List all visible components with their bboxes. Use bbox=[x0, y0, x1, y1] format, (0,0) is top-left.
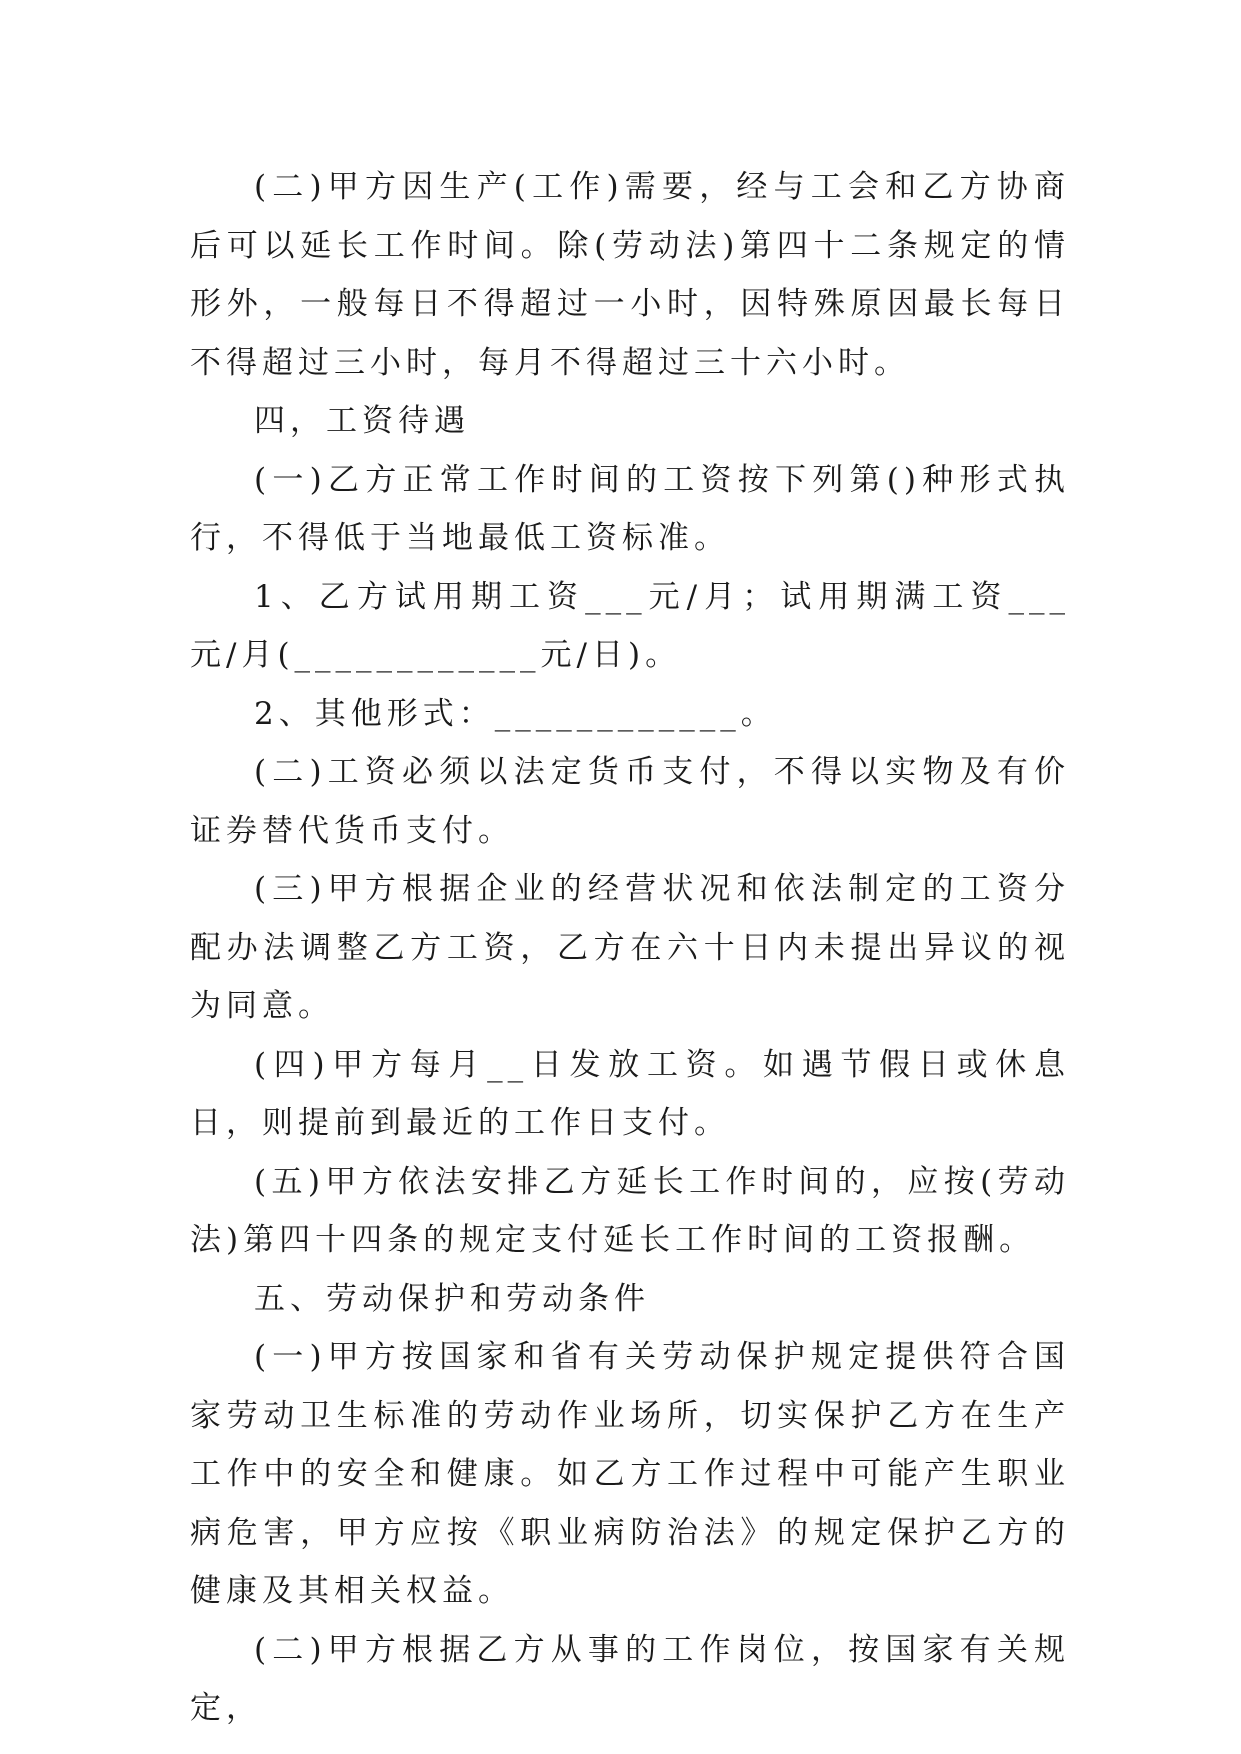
paragraph-job-position: (二)甲方根据乙方从事的工作岗位，按国家有关规定， bbox=[190, 1631, 1070, 1726]
paragraph-currency-payment: (二)工资必须以法定货币支付，不得以实物及有价证券替代货币支付。 bbox=[190, 754, 1070, 849]
paragraph-overtime: (二)甲方因生产(工作)需要，经与工会和乙方协商后可以延长工作时间。除(劳动法)第四十二条规定的情形外，一般每日不得超过一小时，因特殊原因最长每日不得超过三小时，每月不得超过三十六小时。 bbox=[190, 169, 1070, 381]
paragraph-overtime-pay: (五)甲方依法安排乙方延长工作时间的，应按(劳动法)第四十四条的规定支付延长工作时间的工资报酬。 bbox=[190, 1163, 1070, 1258]
paragraph-wage-adjustment: (三)甲方根据企业的经营状况和依法制定的工资分配办法调整乙方工资，乙方在六十日内未提出异议的视为同意。 bbox=[190, 871, 1070, 1024]
paragraph-workplace-safety: (一)甲方按国家和省有关劳动保护规定提供符合国家劳动卫生标准的劳动作业场所，切实保护乙方在生产工作中的安全和健康。如乙方工作过程中可能产生职业病危害，甲方应按《职业病防治法》的规定保护乙方的健康及其相关权益。 bbox=[190, 1339, 1070, 1609]
paragraph-wage-form: (一)乙方正常工作时间的工资按下列第()种形式执行，不得低于当地最低工资标准。 bbox=[190, 461, 1070, 556]
section-heading-labor-protection: 五、劳动保护和劳动条件 bbox=[254, 1280, 650, 1317]
paragraph-probation-wage: 1、乙方试用期工资___元/月；试用期满工资___元/月(____________元/日)。 bbox=[190, 578, 1070, 673]
document-page bbox=[190, 158, 1070, 1738]
section-heading-wages: 四，工资待遇 bbox=[254, 403, 470, 439]
paragraph-payday: (四)甲方每月__日发放工资。如遇节假日或休息日，则提前到最近的工作日支付。 bbox=[190, 1046, 1070, 1141]
paragraph-other-form: 2、其他形式：____________。 bbox=[254, 695, 777, 732]
